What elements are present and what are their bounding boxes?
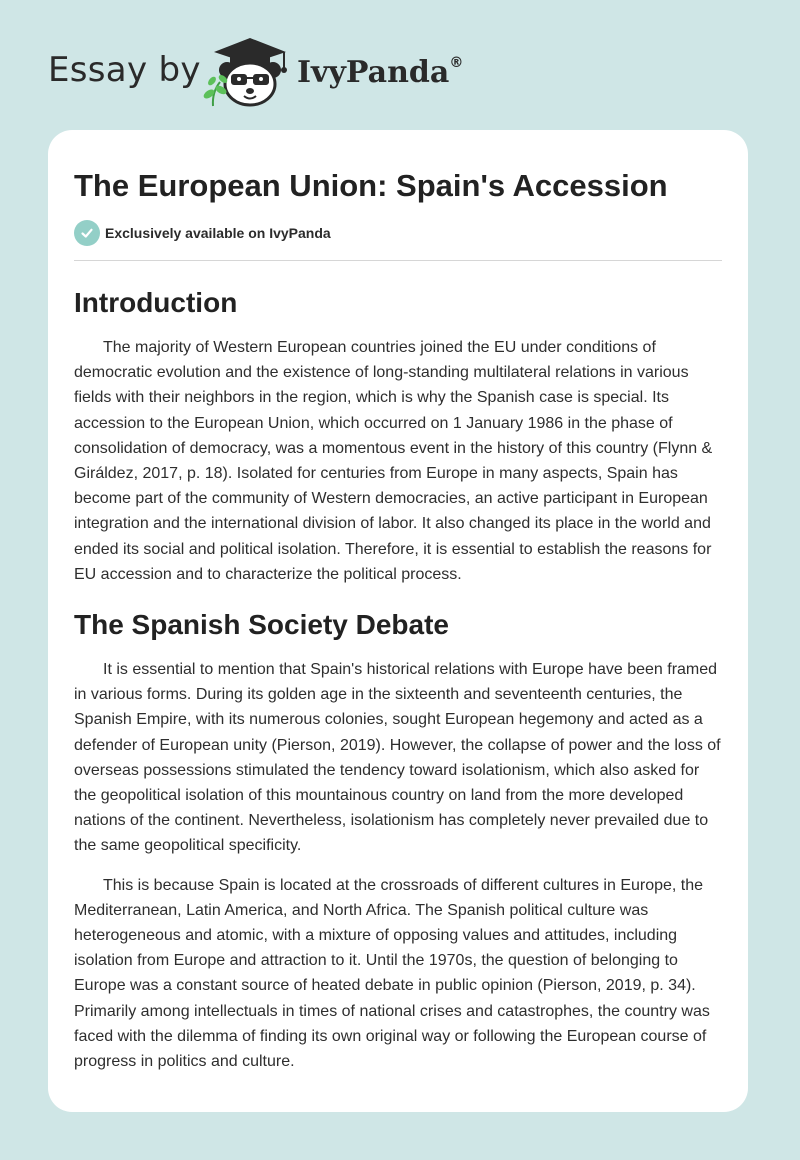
site-header xyxy=(0,0,800,130)
debate-paragraph-1: It is essential to mention that Spain's historical relations with Europe have been framed in various forms. During its golden age in the sixteenth and seventeenth centuries, the Spanish Empire, with its numerous colonies, sought European hegemony and acted as a defender of European unity (Pierson, 2019). However, the collapse of power and the loss of overseas possessions stimulated the tendency toward isolationism, which also asked for the geopolitical isolation of this mountainous country on land from the more developed nations of the continent. Nevertheless, isolationism has completely never prevailed due to the same geopolitical specificity. xyxy=(74,661,721,855)
article-card xyxy=(48,130,748,1112)
article-title: The European Union: Spain's Accession xyxy=(74,168,668,203)
panda-logo-icon[interactable] xyxy=(200,34,292,108)
trademark-symbol: ® xyxy=(449,55,464,71)
title-divider xyxy=(74,260,722,261)
essay-by-text: Essay by xyxy=(48,50,201,90)
check-icon xyxy=(74,220,100,246)
exclusive-badge-label: Exclusively available on IvyPanda xyxy=(105,225,331,241)
section-heading-spanish-society-debate: The Spanish Society Debate xyxy=(74,609,449,641)
exclusive-badge xyxy=(74,220,722,246)
introduction-paragraph: The majority of Western European countries joined the EU under conditions of democratic evolution and the existence of long-standing multilateral relations in various fields with their neighbors in the region, which is why the Spanish case is special. Its accession to the European Union, which occurred on 1 January 1986 in the phase of consolidation of democracy, was a momentous event in the history of this country (Flynn & Giráldez, 2017, p. 18). Isolated for centuries from Europe in many aspects, Spain has become part of the community of Western democracies, an active participant in European integration and the international division of labor. It also changed its place in the world and ended its social and political isolation. Therefore, it is essential to establish the reasons for EU accession and to characterize the political process. xyxy=(74,339,713,583)
brand-name[interactable] xyxy=(297,55,463,90)
section-heading-introduction: Introduction xyxy=(74,287,238,318)
brand-text: IvyPanda xyxy=(297,55,450,90)
debate-paragraph-2: This is because Spain is located at the crossroads of different cultures in Europe, the Mediterranean, Latin America, and North Africa. The Spanish political culture was heterogeneous and atomic, with a mixture of opposing values and attitudes, including isolation from Europe and attraction to it. Until the 1970s, the question of belonging to Europe was a constant source of heated debate in public opinion (Pierson, 2019, p. 34). Primarily among intellectuals in times of national crises and catastrophes, the country was faced with the dilemma of finding its own original way or following the European course of progress in politics and culture. xyxy=(74,876,710,1071)
